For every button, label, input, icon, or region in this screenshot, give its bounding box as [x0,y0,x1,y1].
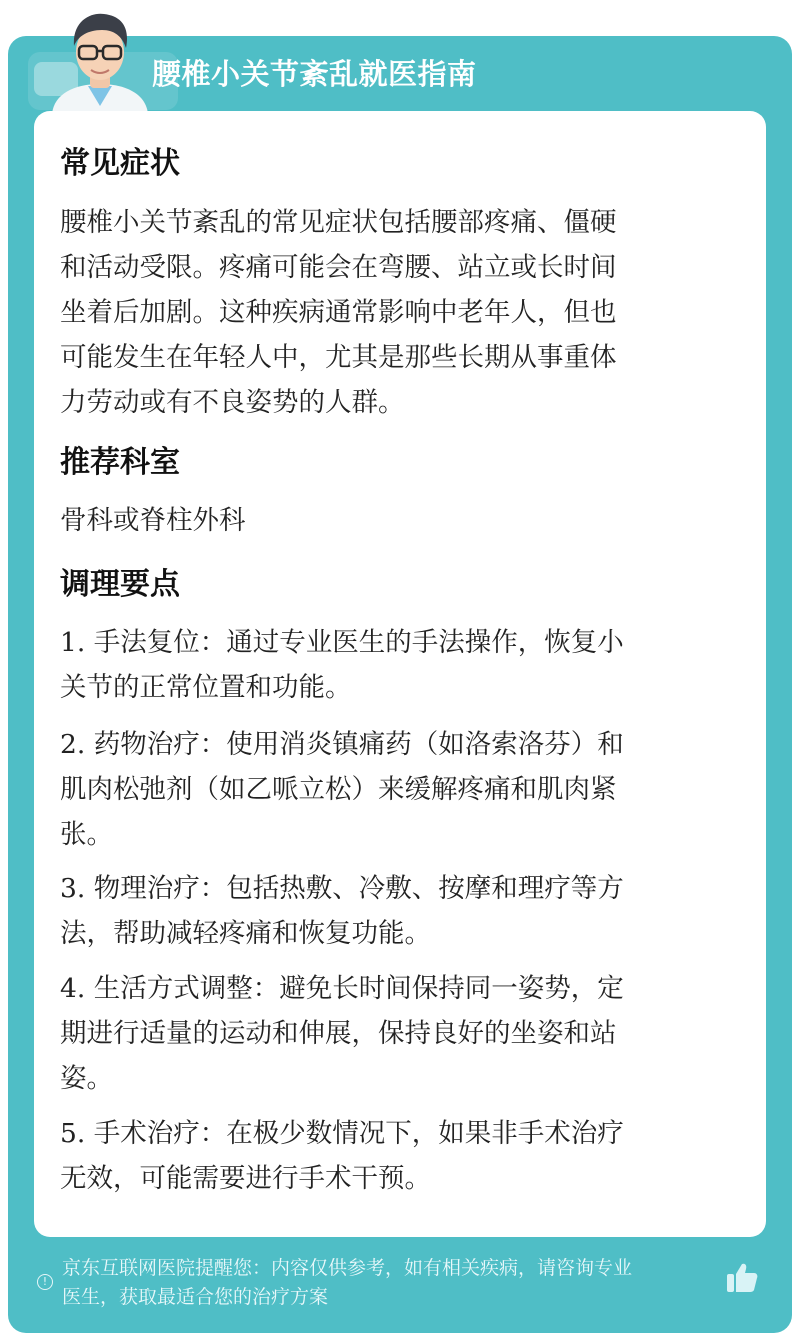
care-item-line: 张。 [60,819,113,850]
care-item-number: 4. [60,973,86,1004]
care-item-number: 3. [60,873,86,904]
disclaimer [62,1254,734,1312]
care-item-line: 物理治疗：包括热敷、冷敷、按摩和理疗等方 [93,873,624,904]
care-item-line: 无效，可能需要进行手术干预。 [60,1163,431,1194]
symptoms-line: 可能发生在年轻人中，尤其是那些长期从事重体 [60,342,617,373]
care-item-number: 1. [60,627,86,658]
symptoms-text [60,200,740,425]
care-item-line: 关节的正常位置和功能。 [60,672,352,703]
care-item-line: 手术治疗：在极少数情况下，如果非手术治疗 [93,1118,624,1149]
thumbs-up-icon[interactable] [724,1260,760,1296]
care-item-line: 姿。 [60,1063,113,1094]
department-text: 骨科或脊柱外科 [60,505,246,536]
care-item-line: 期进行适量的运动和伸展，保持良好的坐姿和站 [60,1018,617,1049]
page-title: 腰椎小关节紊乱就医指南 [152,57,477,91]
care-item-2 [60,722,740,857]
symptoms-line: 和活动受限。疼痛可能会在弯腰、站立或长时间 [60,252,617,283]
care-item-line: 法，帮助减轻疼痛和恢复功能。 [60,918,431,949]
care-item-line: 药物治疗：使用消炎镇痛药（如洛索洛芬）和 [93,729,624,760]
symptoms-line: 坐着后加剧。这种疾病通常影响中老年人，但也 [60,297,617,328]
care-item-3 [60,866,740,956]
doctor-avatar-icon [44,6,156,114]
symptoms-line: 腰椎小关节紊乱的常见症状包括腰部疼痛、僵硬 [60,207,617,238]
care-item-4 [60,966,740,1101]
care-item-line: 肌肉松弛剂（如乙哌立松）来缓解疼痛和肌肉紧 [60,774,617,805]
department-title: 推荐科室 [60,445,180,480]
care-item-5 [60,1111,740,1201]
disclaimer-line: 京东互联网医院提醒您：内容仅供参考，如有相关疾病，请咨询专业 [62,1257,633,1279]
care-item-line: 手法复位：通过专业医生的手法操作，恢复小 [93,627,624,658]
care-item-line: 生活方式调整：避免长时间保持同一姿势，定 [93,973,624,1004]
info-icon: ! [37,1274,53,1290]
care-item-1 [60,620,740,710]
disclaimer-line: 医生，获取最适合您的治疗方案 [62,1286,329,1308]
care-item-number: 5. [60,1118,86,1149]
care-title: 调理要点 [60,567,180,602]
symptoms-title: 常见症状 [60,146,180,181]
care-item-number: 2. [60,729,86,760]
symptoms-line: 力劳动或有不良姿势的人群。 [60,387,405,418]
